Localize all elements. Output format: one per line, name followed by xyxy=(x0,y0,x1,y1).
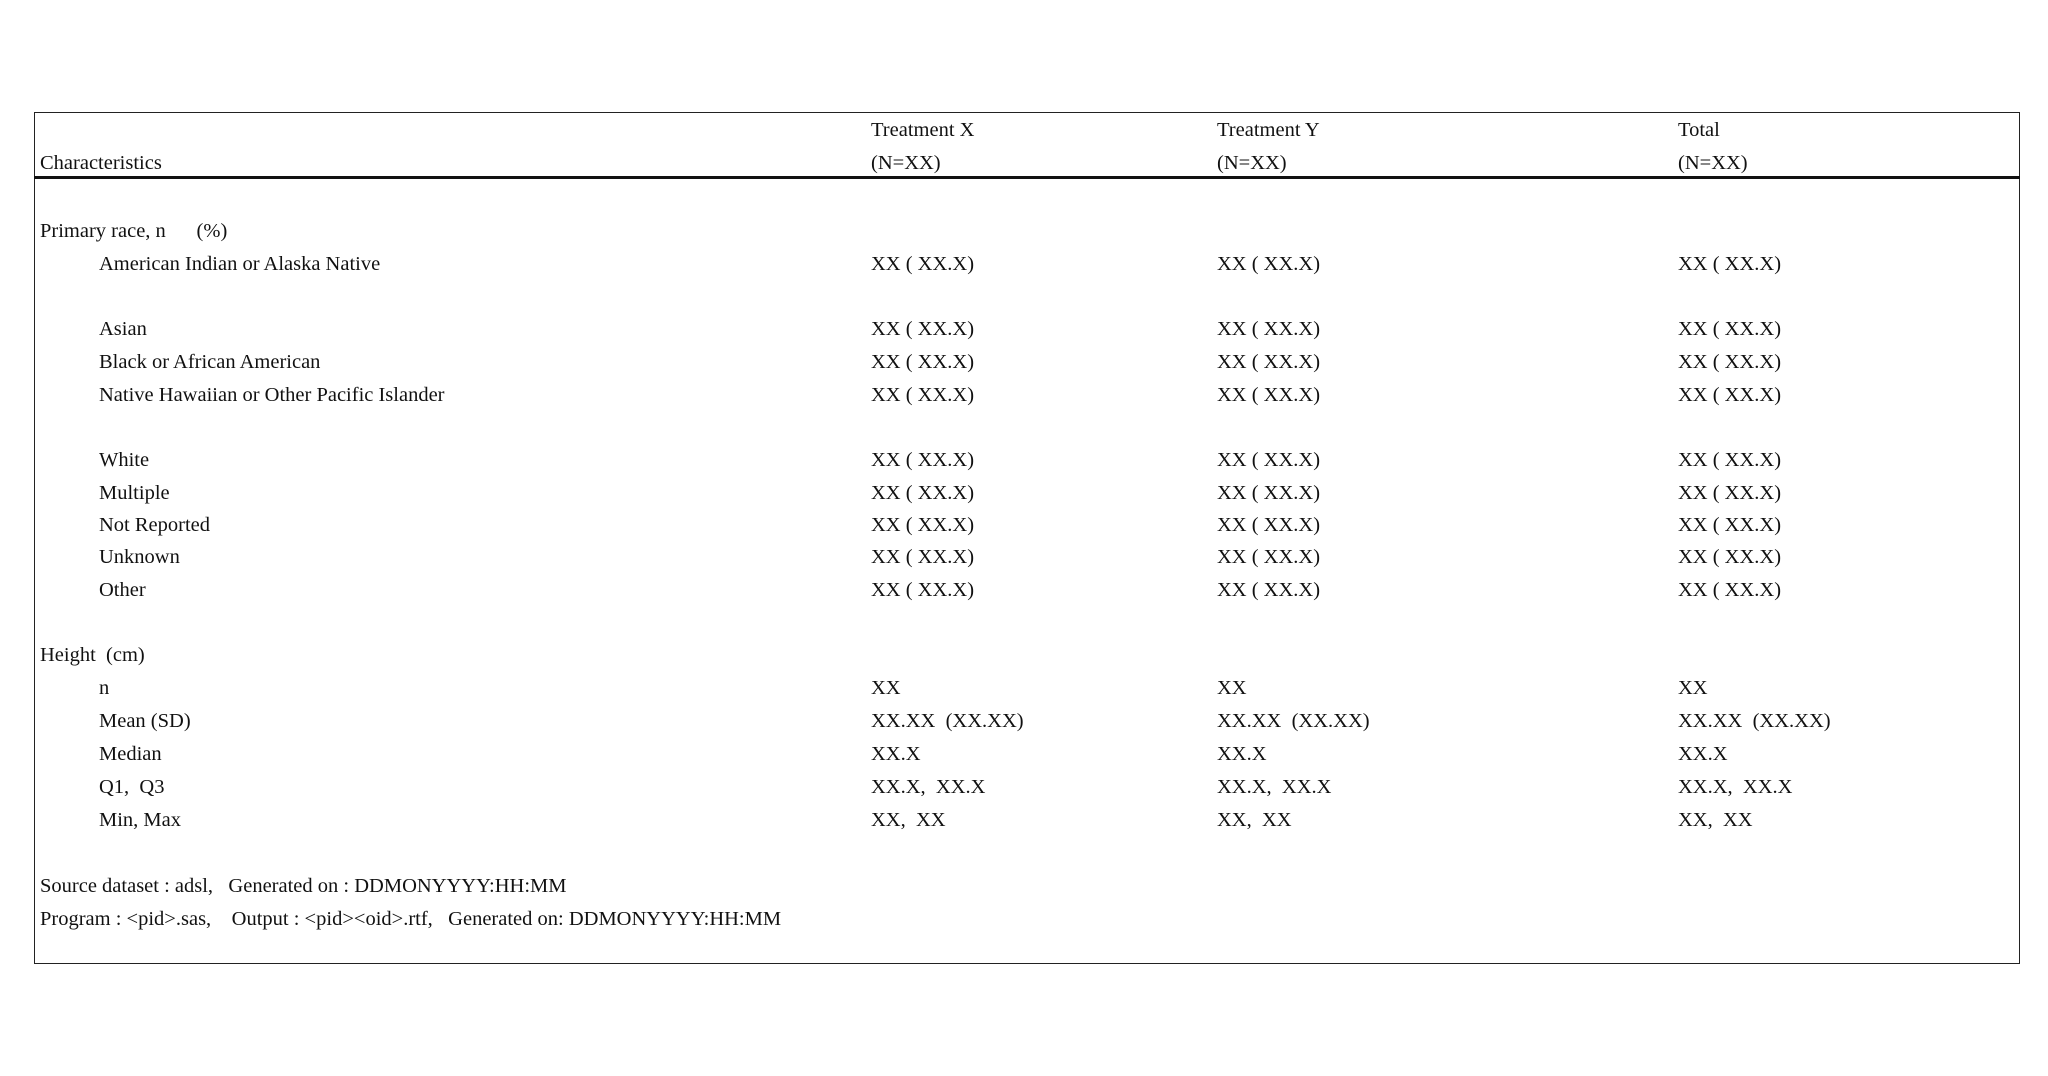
column-n-total: (N=XX) xyxy=(1678,152,1748,174)
row-label: n xyxy=(99,677,110,699)
cell-total: XX, XX xyxy=(1678,809,1753,831)
cell-treatment-x: XX.X, XX.X xyxy=(871,776,986,798)
cell-treatment-y: XX ( XX.X) xyxy=(1217,514,1321,536)
column-header-characteristics: Characteristics xyxy=(40,152,162,174)
footnote-program: Program : <pid>.sas, Output : <pid><oid>.rtf, Generated on: DDMONYYYY:HH:MM xyxy=(40,908,782,930)
column-header-treatment-y: Treatment Y xyxy=(1217,119,1320,141)
cell-treatment-x: XX ( XX.X) xyxy=(871,384,975,406)
row-label: Min, Max xyxy=(99,809,181,831)
cell-total: XX ( XX.X) xyxy=(1678,579,1782,601)
cell-total: XX.X xyxy=(1678,743,1728,765)
row-label: Median xyxy=(99,743,162,765)
footnote-source: Source dataset : adsl, Generated on : DDMONYYYY:HH:MM xyxy=(40,875,567,897)
row-label: Asian xyxy=(99,318,147,340)
cell-total: XX ( XX.X) xyxy=(1678,514,1782,536)
cell-total: XX.XX (XX.XX) xyxy=(1678,710,1831,732)
cell-treatment-y: XX ( XX.X) xyxy=(1217,351,1321,373)
column-n-treatment-x: (N=XX) xyxy=(871,152,941,174)
cell-treatment-x: XX ( XX.X) xyxy=(871,514,975,536)
row-label: Native Hawaiian or Other Pacific Islander xyxy=(99,384,445,406)
cell-treatment-x: XX ( XX.X) xyxy=(871,318,975,340)
cell-treatment-x: XX.XX (XX.XX) xyxy=(871,710,1024,732)
cell-treatment-x: XX ( XX.X) xyxy=(871,253,975,275)
cell-treatment-y: XX ( XX.X) xyxy=(1217,384,1321,406)
cell-treatment-y: XX ( XX.X) xyxy=(1217,482,1321,504)
cell-treatment-y: XX ( XX.X) xyxy=(1217,449,1321,471)
cell-treatment-y: XX, XX xyxy=(1217,809,1292,831)
row-label: Not Reported xyxy=(99,514,211,536)
cell-treatment-y: XX ( XX.X) xyxy=(1217,546,1321,568)
cell-treatment-y: XX ( XX.X) xyxy=(1217,579,1321,601)
cell-treatment-x: XX.X xyxy=(871,743,921,765)
cell-treatment-y: XX xyxy=(1217,677,1247,699)
cell-total: XX ( XX.X) xyxy=(1678,384,1782,406)
cell-treatment-x: XX, XX xyxy=(871,809,946,831)
cell-treatment-y: XX ( XX.X) xyxy=(1217,253,1321,275)
row-label: Other xyxy=(99,579,146,601)
row-label: Black or African American xyxy=(99,351,321,373)
row-label: Q1, Q3 xyxy=(99,776,165,798)
section-title-race: Primary race, n (%) xyxy=(40,220,228,242)
row-label: Unknown xyxy=(99,546,180,568)
cell-total: XX ( XX.X) xyxy=(1678,351,1782,373)
cell-total: XX ( XX.X) xyxy=(1678,482,1782,504)
column-header-total: Total xyxy=(1678,119,1720,141)
cell-treatment-y: XX.X xyxy=(1217,743,1267,765)
cell-total: XX ( XX.X) xyxy=(1678,318,1782,340)
header-rule xyxy=(34,176,2020,179)
cell-treatment-y: XX ( XX.X) xyxy=(1217,318,1321,340)
cell-treatment-y: XX.XX (XX.XX) xyxy=(1217,710,1370,732)
section-title-height: Height (cm) xyxy=(40,644,145,666)
cell-treatment-x: XX ( XX.X) xyxy=(871,449,975,471)
row-label: Mean (SD) xyxy=(99,710,191,732)
cell-total: XX ( XX.X) xyxy=(1678,546,1782,568)
cell-total: XX.X, XX.X xyxy=(1678,776,1793,798)
column-n-treatment-y: (N=XX) xyxy=(1217,152,1287,174)
cell-total: XX ( XX.X) xyxy=(1678,253,1782,275)
cell-treatment-x: XX ( XX.X) xyxy=(871,482,975,504)
row-label: American Indian or Alaska Native xyxy=(99,253,381,275)
cell-treatment-x: XX xyxy=(871,677,901,699)
table-frame xyxy=(34,112,2020,964)
cell-treatment-x: XX ( XX.X) xyxy=(871,351,975,373)
cell-treatment-x: XX ( XX.X) xyxy=(871,546,975,568)
column-header-treatment-x: Treatment X xyxy=(871,119,975,141)
cell-total: XX ( XX.X) xyxy=(1678,449,1782,471)
cell-treatment-x: XX ( XX.X) xyxy=(871,579,975,601)
row-label: White xyxy=(99,449,150,471)
cell-treatment-y: XX.X, XX.X xyxy=(1217,776,1332,798)
cell-total: XX xyxy=(1678,677,1708,699)
row-label: Multiple xyxy=(99,482,170,504)
